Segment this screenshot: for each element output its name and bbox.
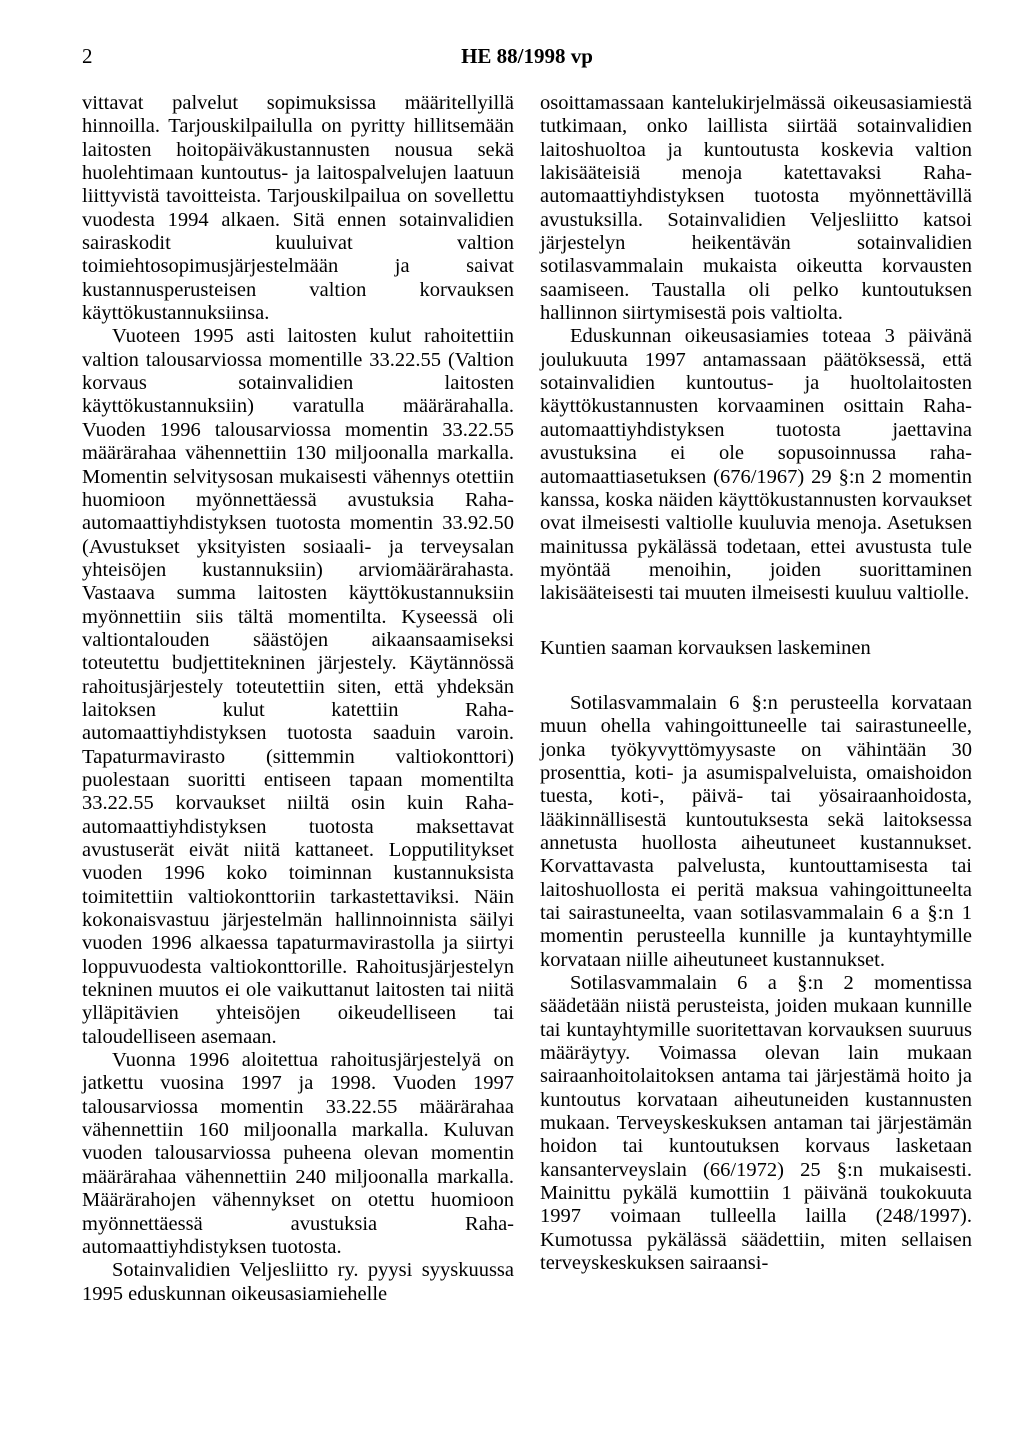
paragraph: vittavat palvelut sopimuksissa määritellyillä hinnoilla. Tarjouskilpailulla on pyritty hillitsemään laitosten hoitopäiväkustannusten nousua sekä huolehtimaan kuntoutus- ja laitospalvelujen laatuun liittyvistä tavoitteista. Tarjouskilpailua on sovellettu vuodesta 1994 alkaen. Sitä ennen sotainvalidien sairaskodit kuuluivat valtion toimiehtosopimusjärjestelmään ja saivat kustannusperusteisen valtion korvauksen käyttökustannuksiinsa. [82, 92, 514, 325]
paragraph: osoittamassaan kantelukirjelmässä oikeusasiamiestä tutkimaan, onko laillista siirtää sotainvalidien laitoshuoltoa ja kuntoutusta koskevia valtion lakisääteisiä menoja katettavaksi Raha-automaattiyhdistyksen tuotosta myönnettävillä avustuksilla. Sotainvalidien Veljesliitto katsoi järjestelyn heikentävän sotainvalidien sotilasvammalain mukaista oikeutta korvausten saamiseen. Taustalla oli pelko kuntoutuksen hallinnon siirtymisestä pois valtiolta. [540, 92, 972, 325]
paragraph: Vuonna 1996 aloitettua rahoitusjärjestelyä on jatkettu vuosina 1997 ja 1998. Vuoden 1997 talousarviossa momentin 33.22.55 määrärahaa vähennettiin 160 miljoonalla markalla. Kuluvan vuoden talousarviossa puheena olevan momentin määrärahaa vähennettiin 240 miljoonalla markalla. Määrärahojen vähennykset on otettu huomioon myönnettäessä avustuksia Raha-automaattiyhdistyksen tuotosta. [82, 1049, 514, 1258]
page-number: 2 [82, 44, 93, 68]
paragraph: Sotilasvammalain 6 a §:n 2 momentissa säädetään niistä perusteista, joiden mukaan kunnille tai kuntayhtymille suoritettavan korvauksen suuruus määräytyy. Voimassa olevan lain mukaan sairaanhoitolaitoksen antama tai järjestämä hoito ja kuntoutus korvataan aiheutuneiden kustannusten mukaan. Terveyskeskuksen antaman tai järjestämän hoidon tai kuntoutuksen korvaus lasketaan kansanterveyslain (66/1972) 25 §:n mukaisesti. Mainittu pykälä kumottiin 1 päivänä toukokuuta 1997 voimaan tulleella lailla (248/1997). Kumotussa pykälässä säädettiin, miten sellaisen terveyskeskuksen sairaansi- [540, 972, 972, 1275]
paragraph: Sotainvalidien Veljesliitto ry. pyysi syyskuussa 1995 eduskunnan oikeusasiamiehelle [82, 1259, 514, 1305]
paragraph: Sotilasvammalain 6 §:n perusteella korvataan muun ohella vahingoittuneelle tai sairastuneelle, jonka työkyvyttömyysaste on vähintään 30 prosenttia, koti- ja asumispalveluista, omaishoidon tuesta, koti-, päivä- tai yösairaanhoidosta, lääkinnällisestä kuntoutuksesta sekä laitoksessa annetusta huollosta aiheutuneet kustannukset. Korvattavasta palvelusta, kuntouttamisesta tai laitoshuollosta ei peritä maksua vahingoittuneelta tai sairastuneelta, vaan sotilasvammalain 6 a §:n 1 momentin perusteella kunnille ja kuntayhtymille korvataan niille aiheutuneet kustannukset. [540, 691, 972, 971]
section-heading: Kuntien saaman korvauksen laskeminen [540, 636, 871, 659]
left-column [82, 92, 514, 1306]
right-column [540, 92, 972, 1276]
document-id: HE 88/1998 vp [461, 44, 593, 68]
paragraph: Vuoteen 1995 asti laitosten kulut rahoitettiin valtion talousarviossa momentille 33.22.55 (Valtion korvaus sotainvalidien laitosten käyttökustannuksiin) varatulla määrärahalla. Vuoden 1996 talousarviossa momentin 33.22.55 määrärahaa vähennettiin 130 miljoonalla markalla. Momentin selvitysosan mukaisesti vähennys otettiin huomioon myönnettäessä avustuksia Raha-automaattiyhdistyksen tuotosta momentin 33.92.50 (Avustukset yksityisten sosiaali- ja terveysalan yhteisöjen kustannuksiin) arviomäärärahasta. Vastaava summa laitosten käyttökustannuksiin myönnettiin siis tältä momentilta. Kyseessä oli valtiontalouden säästöjen aikaansaamiseksi toteutettu budjettitekninen järjestely. Käytännössä rahoitusjärjestely toteutettiin siten, että yhdeksän laitoksen kulut katettiin Raha-automaattiyhdistyksen tuotosta saaduin varoin. Tapaturmavirasto (sittemmin valtiokonttori) puolestaan suoritti entiseen tapaan momentilta 33.22.55 korvaukset niiltä osin kuin Raha-automaattiyhdistyksen tuotosta maksettavat avustuserät eivät niitä kattaneet. Lopputilitykset vuoden 1996 koko toiminnan kustannuksista toimitettiin valtiokonttoriin tarkastettaviksi. Näin kokonaisvastuu järjestelmän hallinnoinnista säilyi vuoden 1996 alkaessa tapaturmavirastolla ja siirtyi loppuvuodesta valtiokonttorille. Rahoitusjärjestelyn tekninen muutos ei ole vaikuttanut laitosten tai niitä ylläpitävien yhteisöjen oikeudelliseen tai taloudelliseen asemaan. [82, 325, 514, 1048]
paragraph: Eduskunnan oikeusasiamies toteaa 3 päivänä joulukuuta 1997 antamassaan päätöksessä, että sotainvalidien kuntoutus- ja huoltolaitosten käyttökustannusten korvaaminen osittain Raha-automaattiyhdistyksen tuotosta jaettavina avustuksina ei ole sopusoinnussa raha-automaattiasetuksen (676/1967) 29 §:n 2 momentin kanssa, koska näiden käyttökustannusten korvaukset ovat ilmeisesti valtiolle kuuluvia menoja. Asetuksen mainitussa pykälässä todetaan, ettei avustusta tule myöntää menoihin, joiden suorittaminen lakisääteisesti tai muuten ilmeisesti kuuluu valtiolle. [540, 325, 972, 605]
page-header [82, 44, 972, 74]
